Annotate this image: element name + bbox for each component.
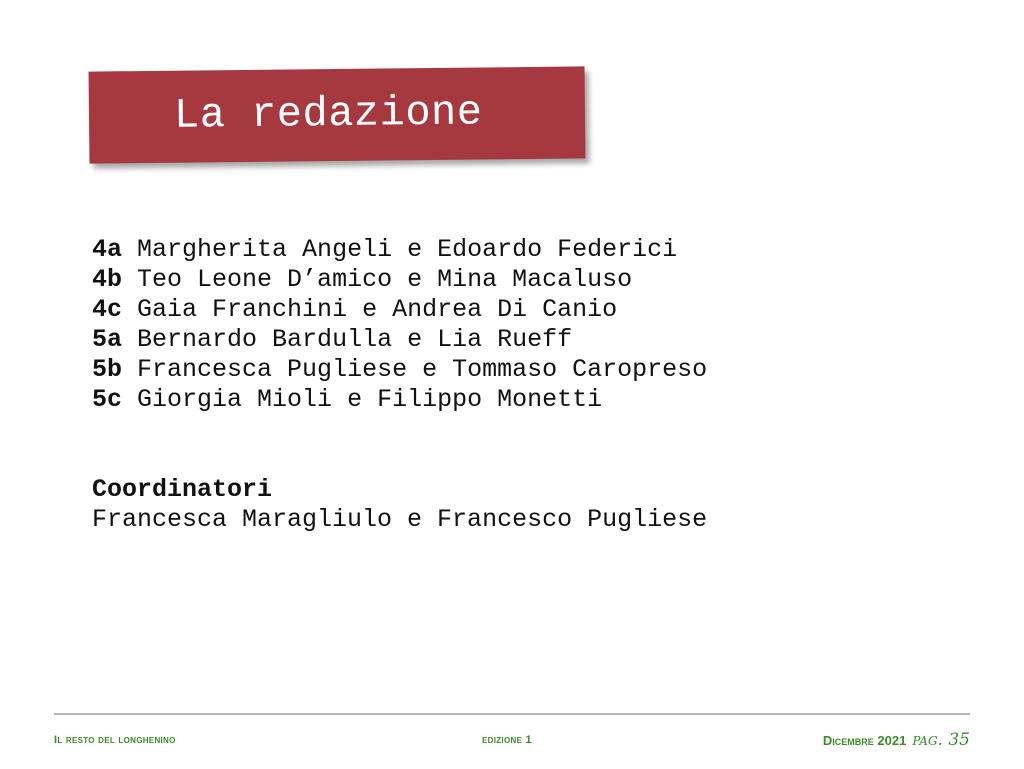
page-title: La redazione	[173, 88, 483, 140]
footer	[0, 730, 1024, 754]
class-label: 5b	[92, 355, 123, 384]
list-item	[92, 235, 707, 265]
class-label: 5a	[92, 325, 123, 354]
class-members: Bernardo Bardulla e Lia Rueff	[137, 325, 573, 354]
class-label: 5c	[92, 385, 123, 414]
class-members: Gaia Franchini e Andrea Di Canio	[137, 295, 618, 324]
class-members: Francesca Pugliese e Tommaso Caropreso	[137, 355, 708, 384]
footer-divider	[54, 713, 970, 715]
class-members: Margherita Angeli e Edoardo Federici	[137, 235, 678, 264]
list-item	[92, 295, 707, 325]
class-list	[92, 235, 707, 415]
coordinators-heading: Coordinatori	[92, 475, 273, 504]
class-label: 4b	[92, 265, 123, 294]
list-item	[92, 325, 707, 355]
edition-label: edizione 1	[482, 734, 532, 746]
footer-date-page	[823, 730, 970, 750]
list-item	[92, 355, 707, 385]
page-number: pag. 35	[912, 730, 970, 750]
class-members: Giorgia Mioli e Filippo Monetti	[137, 385, 603, 414]
list-item	[92, 265, 707, 295]
publication-name: Il resto del longhenino	[54, 734, 176, 746]
class-label: 4a	[92, 235, 123, 264]
class-label: 4c	[92, 295, 123, 324]
class-members: Teo Leone D’amico e Mina Macaluso	[137, 265, 633, 294]
coordinators-names: Francesca Maragliulo e Francesco Pugliese	[92, 505, 708, 534]
issue-date: Dicembre 2021	[822, 733, 907, 748]
list-item	[92, 385, 707, 415]
coordinators-section	[92, 475, 707, 535]
